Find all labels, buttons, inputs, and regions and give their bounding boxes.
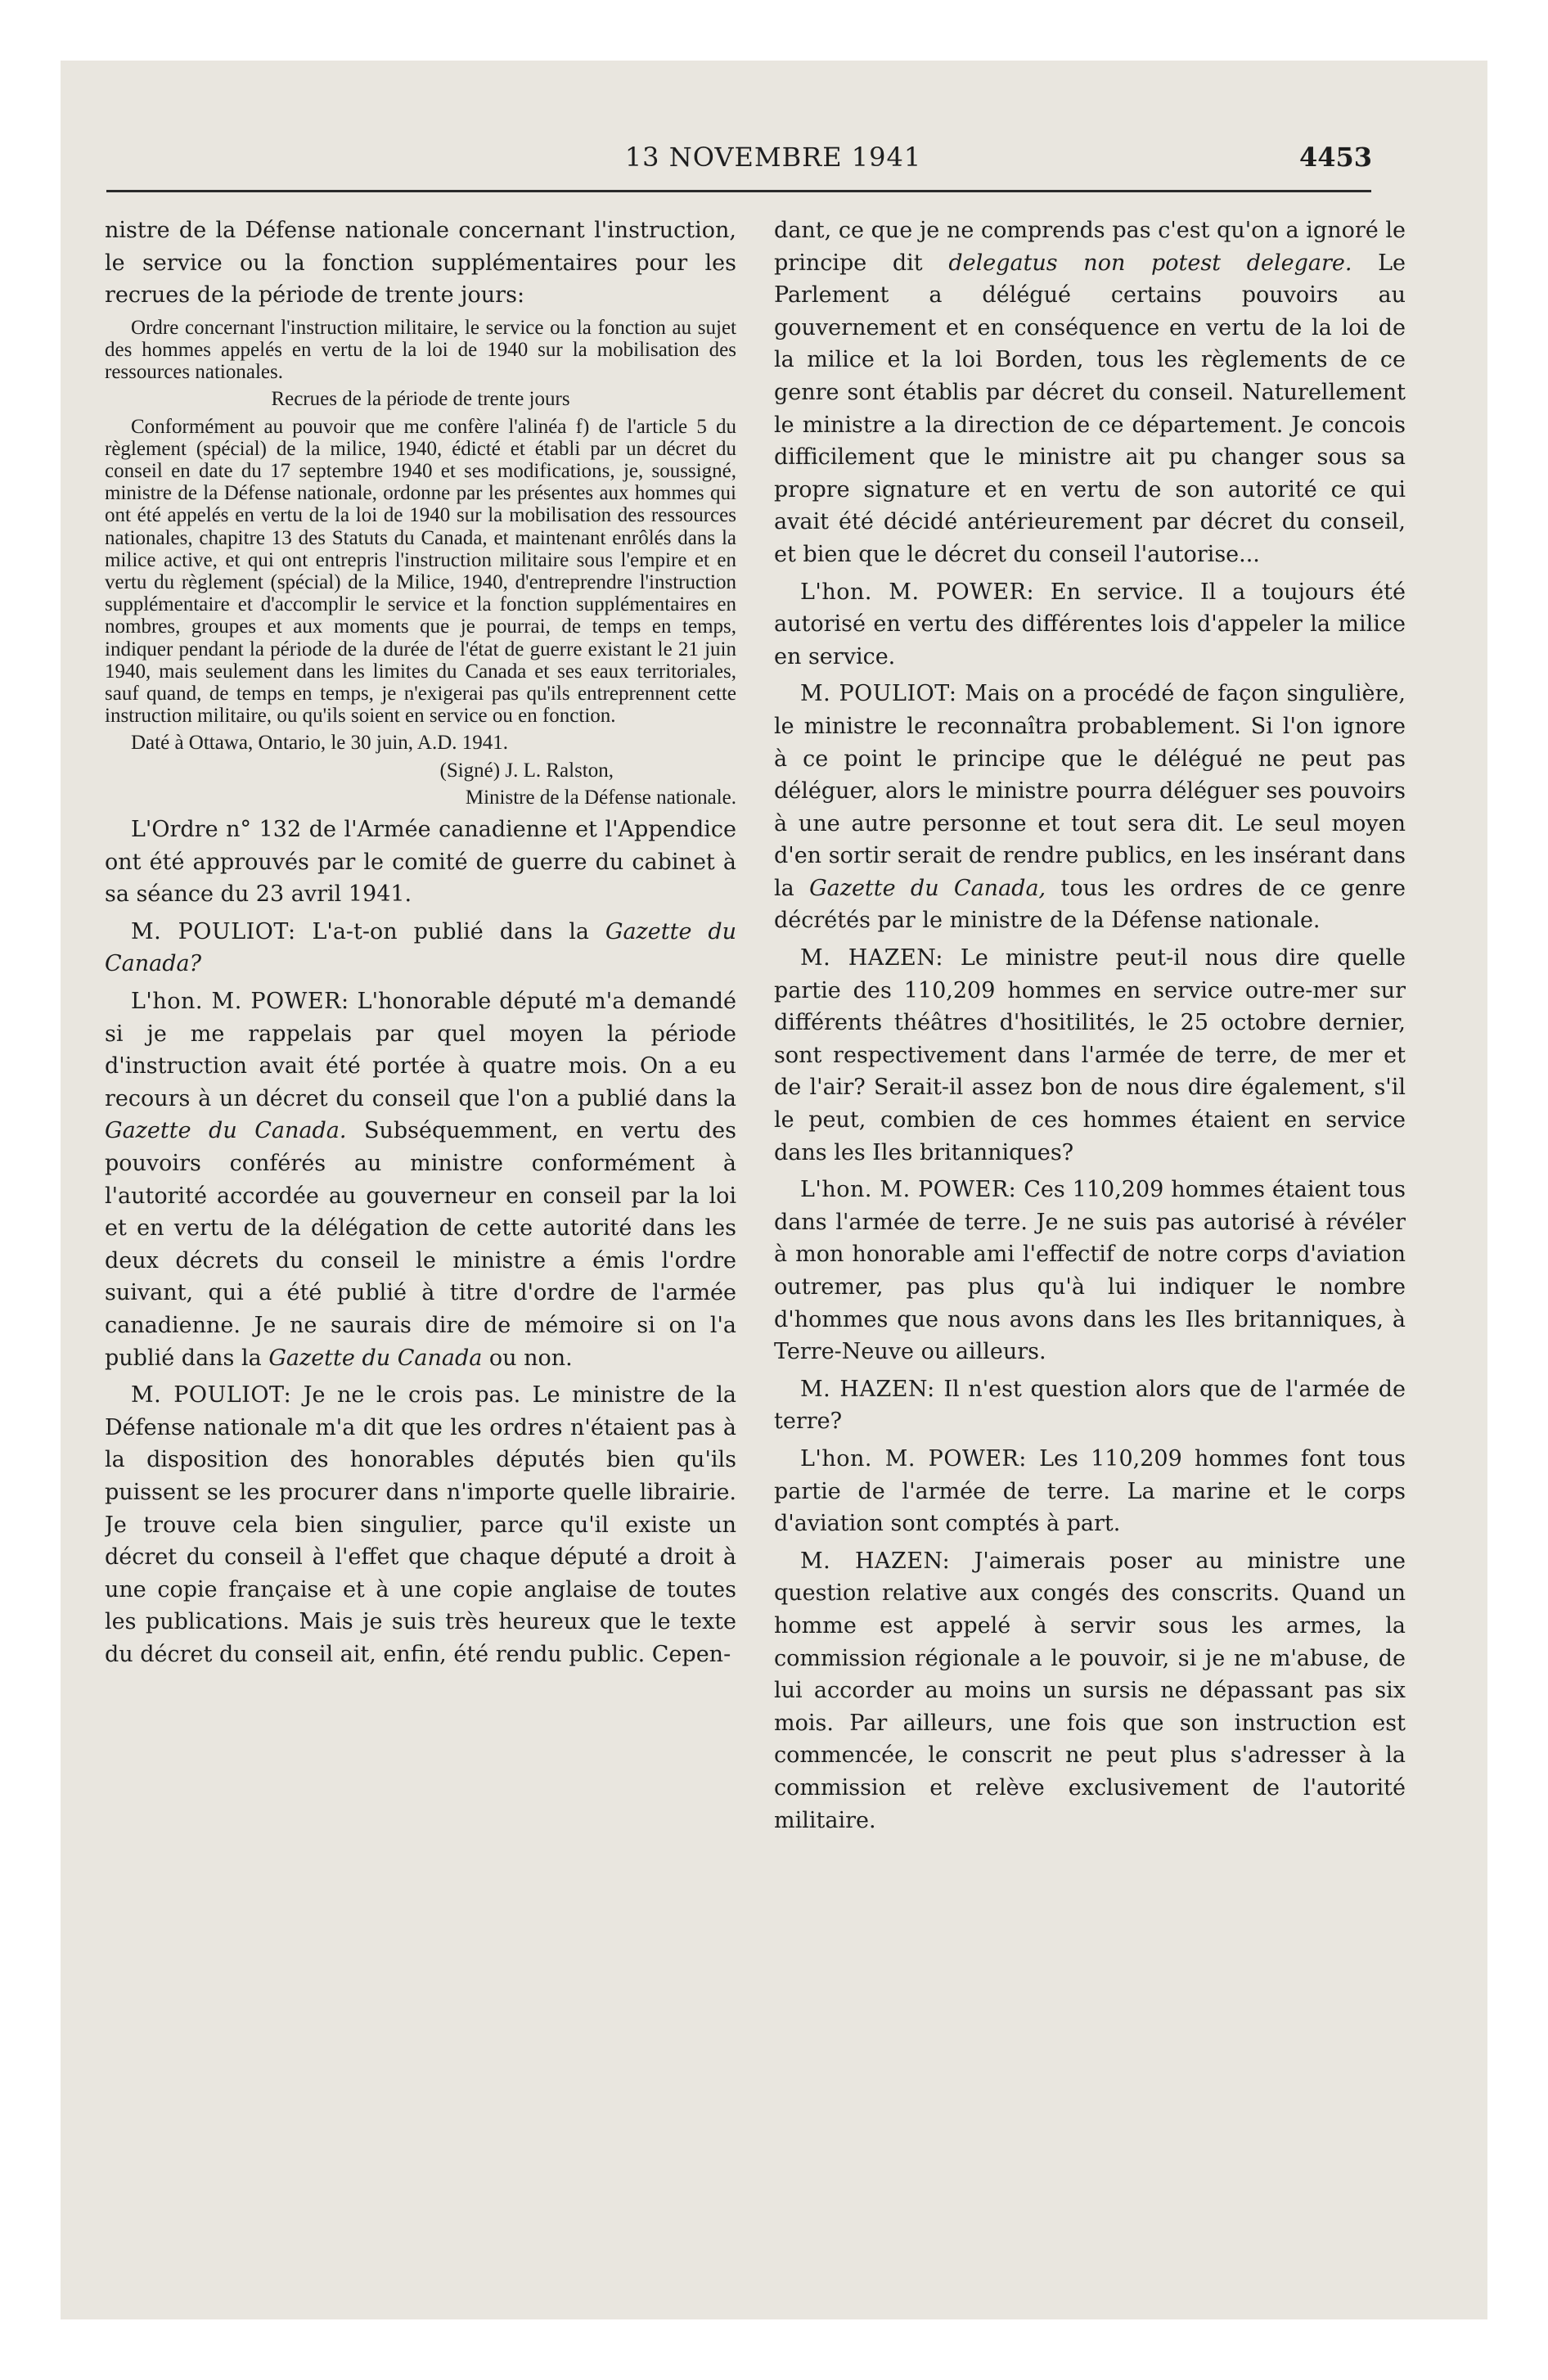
page-header-date: 13 NOVEMBRE 1941: [624, 142, 922, 173]
speaker-name: M. POULIOT:: [131, 1382, 292, 1409]
right-column: [774, 214, 1406, 2154]
order-signature: (Signé) J. L. Ralston,: [439, 759, 614, 782]
speaker-name: L'hon. M. POWER:: [800, 1445, 1027, 1472]
speech-paragraph: L'hon. M. POWER: Les 110,209 hommes font tous partie de l'armée de terre. La marine et le corps d'aviation sont comptés à part.: [774, 1445, 1406, 1537]
speech-paragraph: M. HAZEN: Le ministre peut-il nous dire quelle partie des 110,209 hommes en service outre-mer sur différents théâtres d'hositilités, le 25 octobre dernier, sont respectivement dans l'armée de terre, de mer et de l'air? Serait-il assez bon de nous dire également, s'il le peut, combien de ces hommes étaient en service dans les Iles britanniques?: [774, 945, 1406, 1165]
speaker-name: M. POULIOT:: [131, 918, 296, 944]
order-intro: Ordre concernant l'instruction militaire, le service ou la fonction au sujet des hommes appelés en vertu de la loi de 1940 sur la mobilisation des ressources nationales.: [105, 316, 736, 384]
order-dated: Daté à Ottawa, Ontario, le 30 juin, A.D. 1941.: [131, 732, 509, 755]
left-column: [105, 214, 736, 2154]
speech-paragraph: M. HAZEN: Il n'est question alors que de l'armée de terre?: [774, 1376, 1406, 1435]
speaker-name: M. HAZEN:: [800, 1548, 951, 1574]
order-minister-title: Ministre de la Défense nationale.: [465, 786, 736, 809]
paragraph: L'Ordre n° 132 de l'Armée canadienne et l'Appendice ont été approuvés par le comité de guerre du cabinet à sa séance du 23 avril 1941.: [105, 817, 736, 908]
speech-paragraph: M. POULIOT: Mais on a procédé de façon singulière, le ministre le reconnaîtra probablement. Si l'on ignore à ce point le principe que le délégué ne peut pas déléguer, alors le ministre pourra déléguer ses pouvoirs à une autre personne et tout sera dit. Le seul moyen d'en sortir serait de rendre publics, en les insérant dans la Gazette du Canada, tous les ordres de ce genre décrétés par le ministre de la Défense nationale.: [774, 681, 1406, 934]
speaker-name: M. POULIOT:: [800, 681, 957, 707]
page-number: 4453: [1298, 142, 1372, 173]
speech-paragraph: M. HAZEN: J'aimerais poser au ministre une question relative aux congés des conscrits. Quand un homme est appelé à servir sous les armes, la commission régionale a le pouvoir, si je ne m'abuse, de lui accorder au moins un sursis ne dépassant pas six mois. Par ailleurs, une fois que son instruction est commencée, le conscrit ne peut plus s'adresser à la commission et relève exclusivement de l'autorité militaire.: [774, 1548, 1406, 1833]
speech-paragraph: L'hon. M. POWER: En service. Il a toujours été autorisé en vertu des différentes lois d'appeler la milice en service.: [774, 579, 1406, 669]
speech-paragraph: L'hon. M. POWER: L'honorable député m'a demandé si je me rappelais par quel moyen la période d'instruction avait été portée à quatre mois. On a eu recours à un décret du conseil que l'on a publié dans la Gazette du Canada. Subséquemment, en vertu des pouvoirs conférés au ministre conformément à l'autorité accordée au gouverneur en conseil par la loi et en vertu de la délégation de cette autorité dans les deux décrets du conseil le ministre a émis l'ordre suivant, qui a été publié à titre d'ordre de l'armée canadienne. Je ne saurais dire de mémoire si on l'a publié dans la Gazette du Canada ou non.: [105, 989, 736, 1371]
speaker-name: L'hon. M. POWER:: [800, 1177, 1017, 1203]
paragraph: nistre de la Défense nationale concernant l'instruction, le service ou la fonction supplémentaires pour les recrues de la période de trente jours:: [105, 218, 736, 309]
paragraph: dant, ce que je ne comprends pas c'est qu'on a ignoré le principe dit delegatus non potest delegare. Le Parlement a délégué certains pouvoirs au gouvernement et en conséquence en vertu de la loi de la milice et la loi Borden, tous les règlements de ce genre sont établis par décret du conseil. Naturellement le ministre a la direction de ce département. Je concois difficilement que le ministre ait pu changer sous sa propre signature et en vertu de son autorité ce qui avait été décidé antérieurement par décret du conseil, et bien que le décret du conseil l'autorise...: [774, 218, 1406, 567]
order-body: Conformément au pouvoir que me confère l'alinéa f) de l'article 5 du règlement (spécial) de la milice, 1940, édicté et établi par un décret du conseil en date du 17 septembre 1940 et ses modifications, je, soussigné, ministre de la Défense nationale, ordonne par les présentes aux hommes qui ont été appelés en vertu de la loi de 1940 sur la mobilisation des ressources nationales, chapitre 13 des Statuts du Canada, et maintenant enrôlés dans la milice active, et qui ont entrepris l'instruction militaire sous l'empire et en vertu du règlement (spécial) de la Milice, 1940, d'entreprendre l'instruction supplémentaire et d'accomplir le service et la fonction supplémentaires en nombres, groupes et aux moments que je pourrai, de temps en temps, indiquer pendant la période de la durée de l'état de guerre existant le 21 juin 1940, mais seulement dans les limites du Canada et ses eaux territoriales, sauf quand, de temps en temps, je n'exigerai pas qu'ils entreprennent cette instruction militaire, ou qu'ils soient en service ou en fonction.: [105, 415, 736, 728]
header-rule: [106, 190, 1371, 192]
order-heading: Recrues de la période de trente jours: [271, 388, 570, 411]
speech-paragraph: M. POULIOT: Je ne le crois pas. Le ministre de la Défense nationale m'a dit que les ordres n'étaient pas à la disposition des honorables députés bien qu'ils puissent se les procurer dans n'importe quelle librairie. Je trouve cela bien singulier, parce qu'il existe un décret du conseil à l'effet que chaque député a droit à une copie française et à une copie anglaise de toutes les publications. Mais je suis très heureux que le texte du décret du conseil ait, enfin, été rendu public. Cepen-: [105, 1382, 736, 1667]
speaker-name: M. HAZEN:: [800, 945, 943, 971]
speech-paragraph: L'hon. M. POWER: Ces 110,209 hommes étaient tous dans l'armée de terre. Je ne suis pas autorisé à révéler à mon honorable ami l'effectif de notre corps d'aviation outremer, pas plus qu'à lui indiquer le nombre d'hommes que nous avons dans les Iles britanniques, à Terre-Neuve ou ailleurs.: [774, 1177, 1406, 1365]
speaker-name: L'hon. M. POWER:: [131, 989, 349, 1015]
speaker-name: L'hon. M. POWER:: [800, 579, 1035, 605]
speaker-name: M. HAZEN:: [800, 1376, 935, 1402]
speech-paragraph: M. POULIOT: L'a-t-on publié dans la Gazette du Canada?: [105, 918, 736, 977]
